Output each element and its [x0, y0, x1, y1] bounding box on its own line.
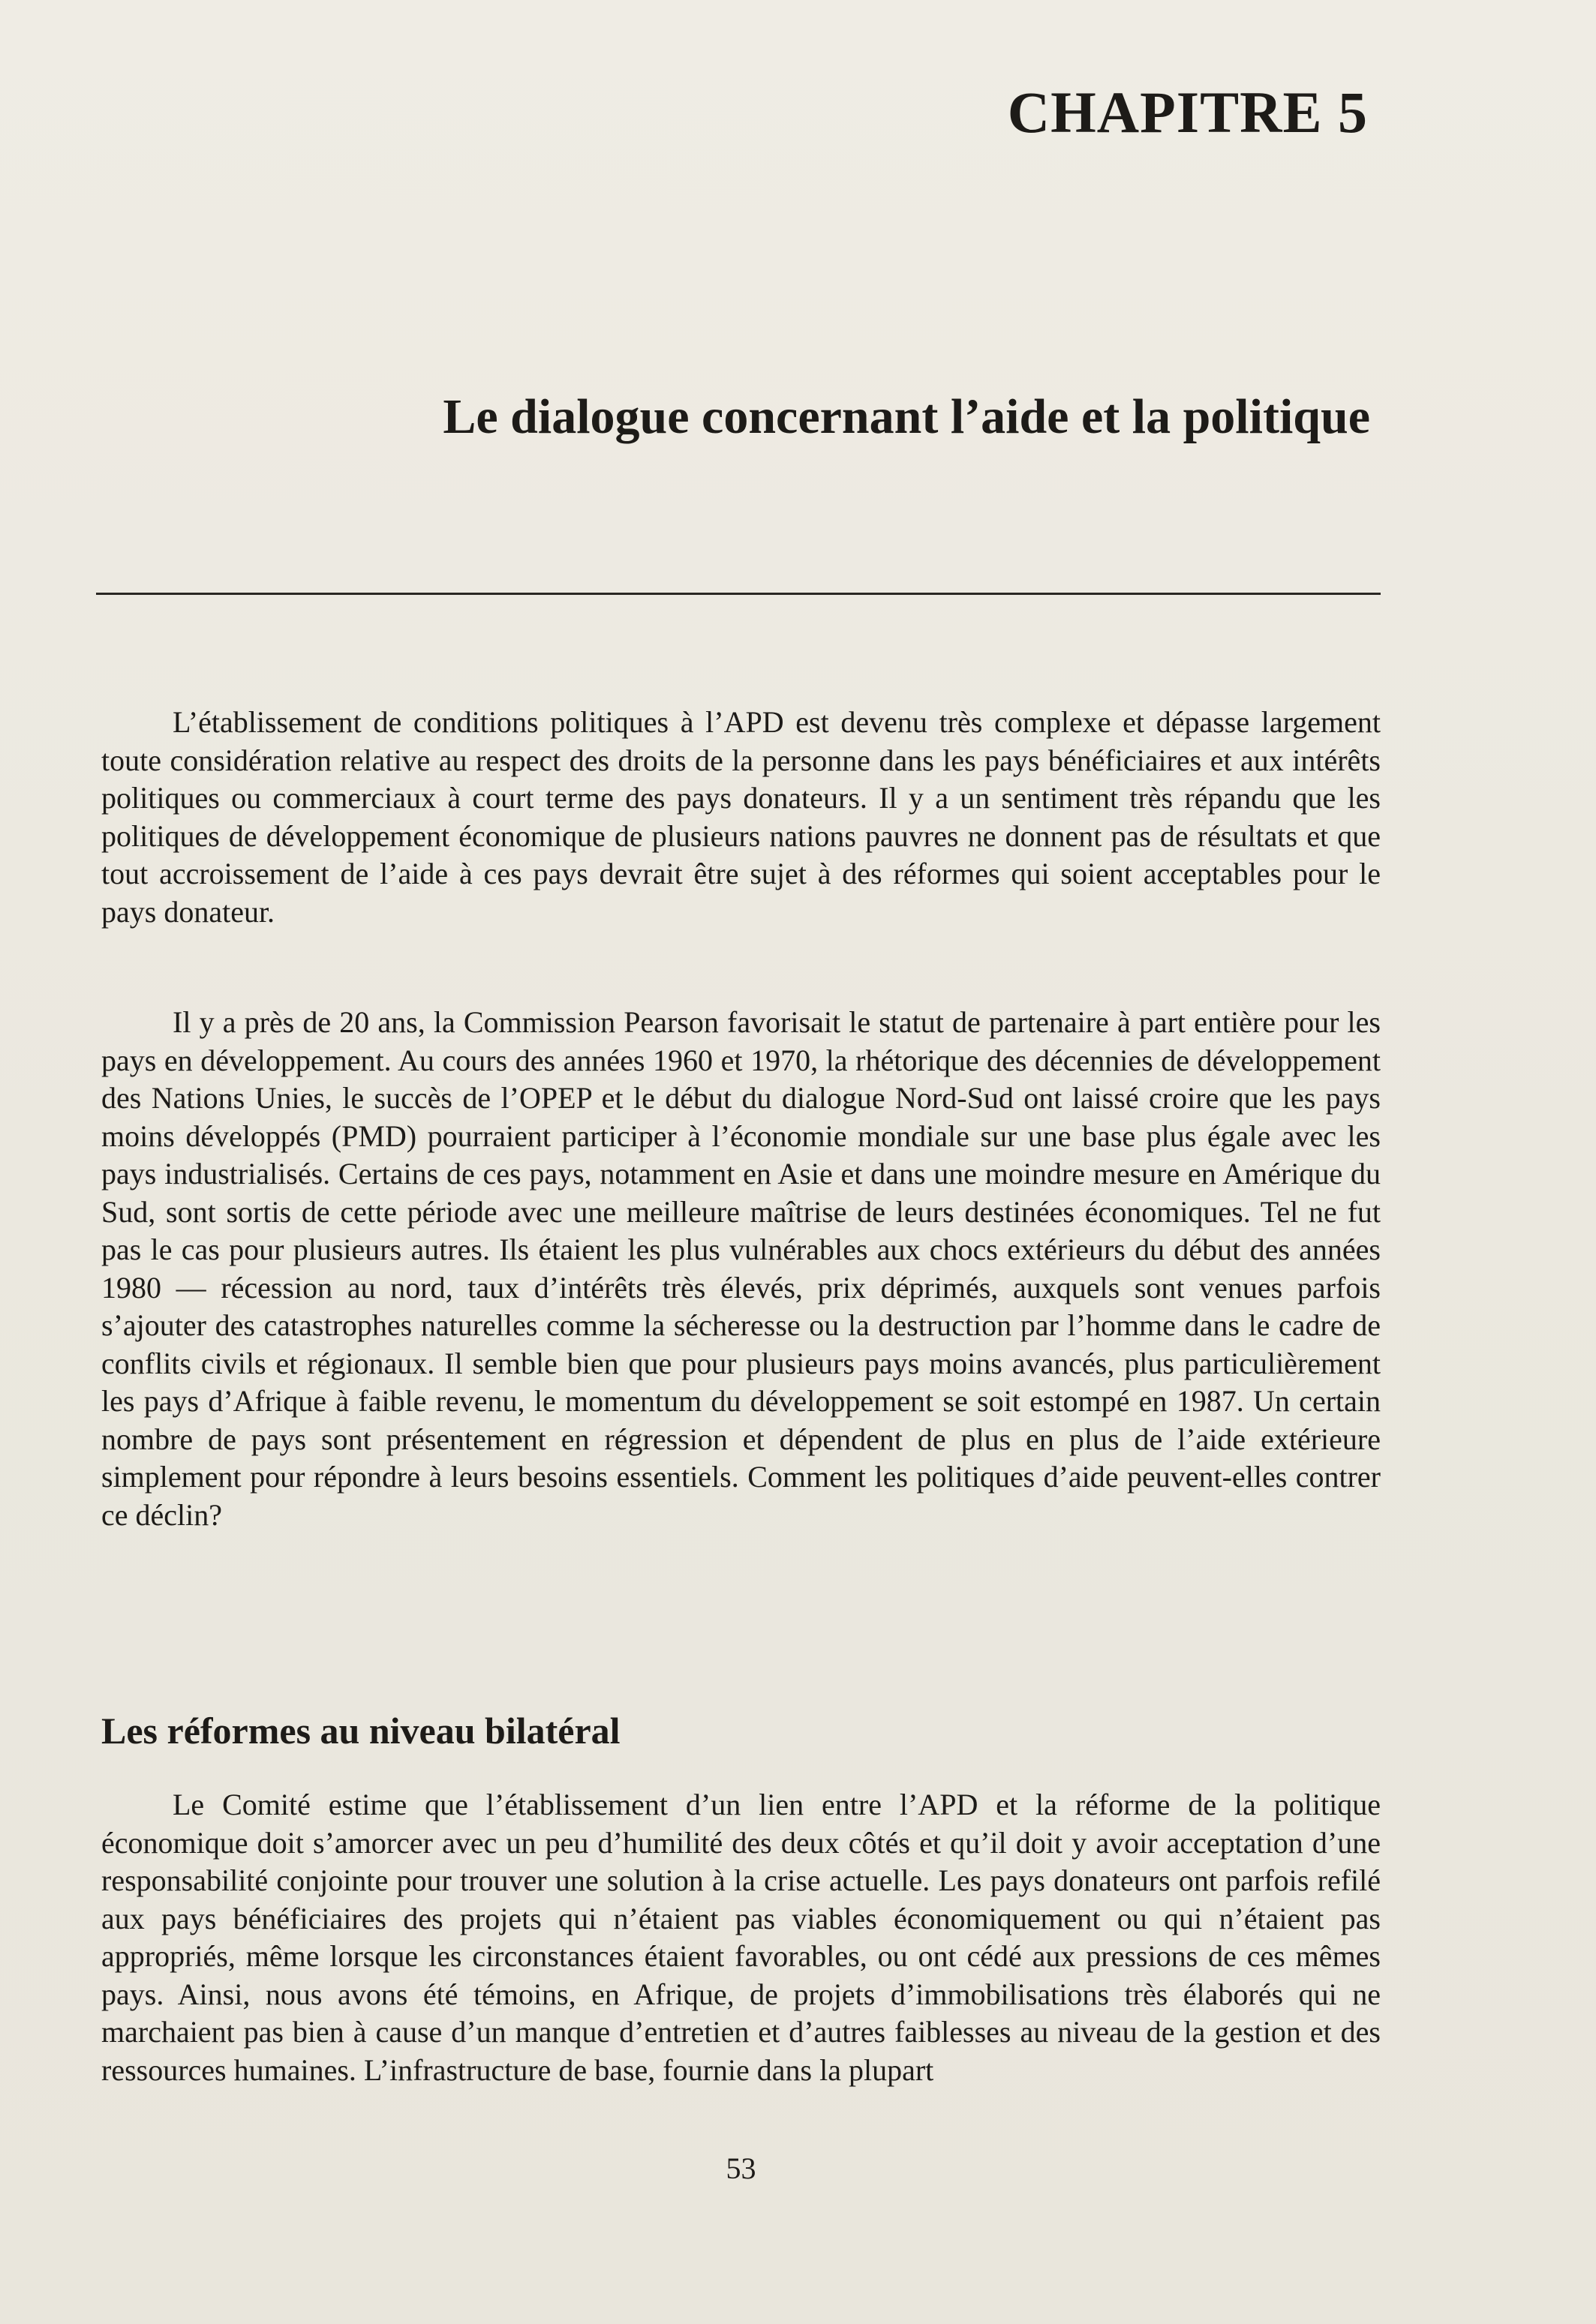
chapter-label: CHAPITRE 5	[1007, 80, 1368, 145]
paragraph-history: Il y a près de 20 ans, la Commission Pearson favorisait le statut de partenaire à part entière pour les pays en développement. Au cours des années 1960 et 1970, la rhétorique des décennies de développement des Nations Unies, le succès de l’OPEP et le début du dialogue Nord-Sud ont laissé croire que les pays moins développés (PMD) pourraient participer à l’économie mondiale sur une base plus égale avec les pays industrialisés. Certains de ces pays, notamment en Asie et dans une moindre mesure en Amérique du Sud, sont sortis de cette période avec une meilleure maîtrise de leurs destinées économiques. Tel ne fut pas le cas pour plusieurs autres. Ils étaient les plus vulnérables aux chocs extérieurs du début des années 1980 — récession au nord, taux d’intérêts très élevés, prix déprimés, auxquels sont venues parfois s’ajouter des catastrophes naturelles comme la sécheresse ou la destruction par l’homme dans le cadre de conflits civils et régionaux. Il semble bien que pour plusieurs pays moins avancés, plus particulièrement les pays d’Afrique à faible revenu, le momentum du développement se soit estompé en 1987. Un certain nombre de pays sont présentement en régression et dépendent de plus en plus de l’aide extérieure simplement pour répondre à leurs besoins essentiels. Comment les politiques d’aide peuvent-elles contrer ce déclin?	[101, 1005, 1381, 1532]
paragraph-history-container	[101, 1004, 1381, 1534]
paragraph-intro-container	[101, 704, 1381, 931]
section-heading: Les réformes au niveau bilatéral	[101, 1710, 621, 1752]
chapter-title: Le dialogue concernant l’aide et la politique	[443, 389, 1370, 444]
paragraph-intro: L’établissement de conditions politiques à l’APD est devenu très complexe et dépasse largement toute considération relative au respect des droits de la personne dans les pays bénéficiaires et aux intérêts politiques ou commerciaux à court terme des pays donateurs. Il y a un sentiment très répandu que les politiques de développement économique de plusieurs nations pauvres ne donnent pas de résultats et que tout accroissement de l’aide à ces pays devrait être sujet à des réformes qui soient acceptables pour le pays donateur.	[101, 705, 1381, 929]
title-rule	[96, 593, 1381, 595]
page-number: 53	[726, 2151, 756, 2185]
paragraph-committee: Le Comité estime que l’établissement d’un lien entre l’APD et la réforme de la politique économique doit s’amorcer avec un peu d’humilité des deux côtés et qu’il doit y avoir acceptation d’une responsabilité conjointe pour trouver une solution à la crise actuelle. Les pays donateurs ont parfois refilé aux pays bénéficiaires des projets qui n’étaient pas viables économiquement ou qui n’étaient pas appropriés, même lorsque les circonstances étaient favorables, ou ont cédé aux pressions de ces mêmes pays. Ainsi, nous avons été témoins, en Afrique, de projets d’immobilisations très élaborés qui ne marchaient pas bien à cause d’un manque d’entretien et d’autres faiblesses au niveau de la gestion et des ressources humaines. L’infrastructure de base, fournie dans la plupart	[101, 1788, 1381, 2087]
paragraph-committee-container	[101, 1786, 1381, 2089]
